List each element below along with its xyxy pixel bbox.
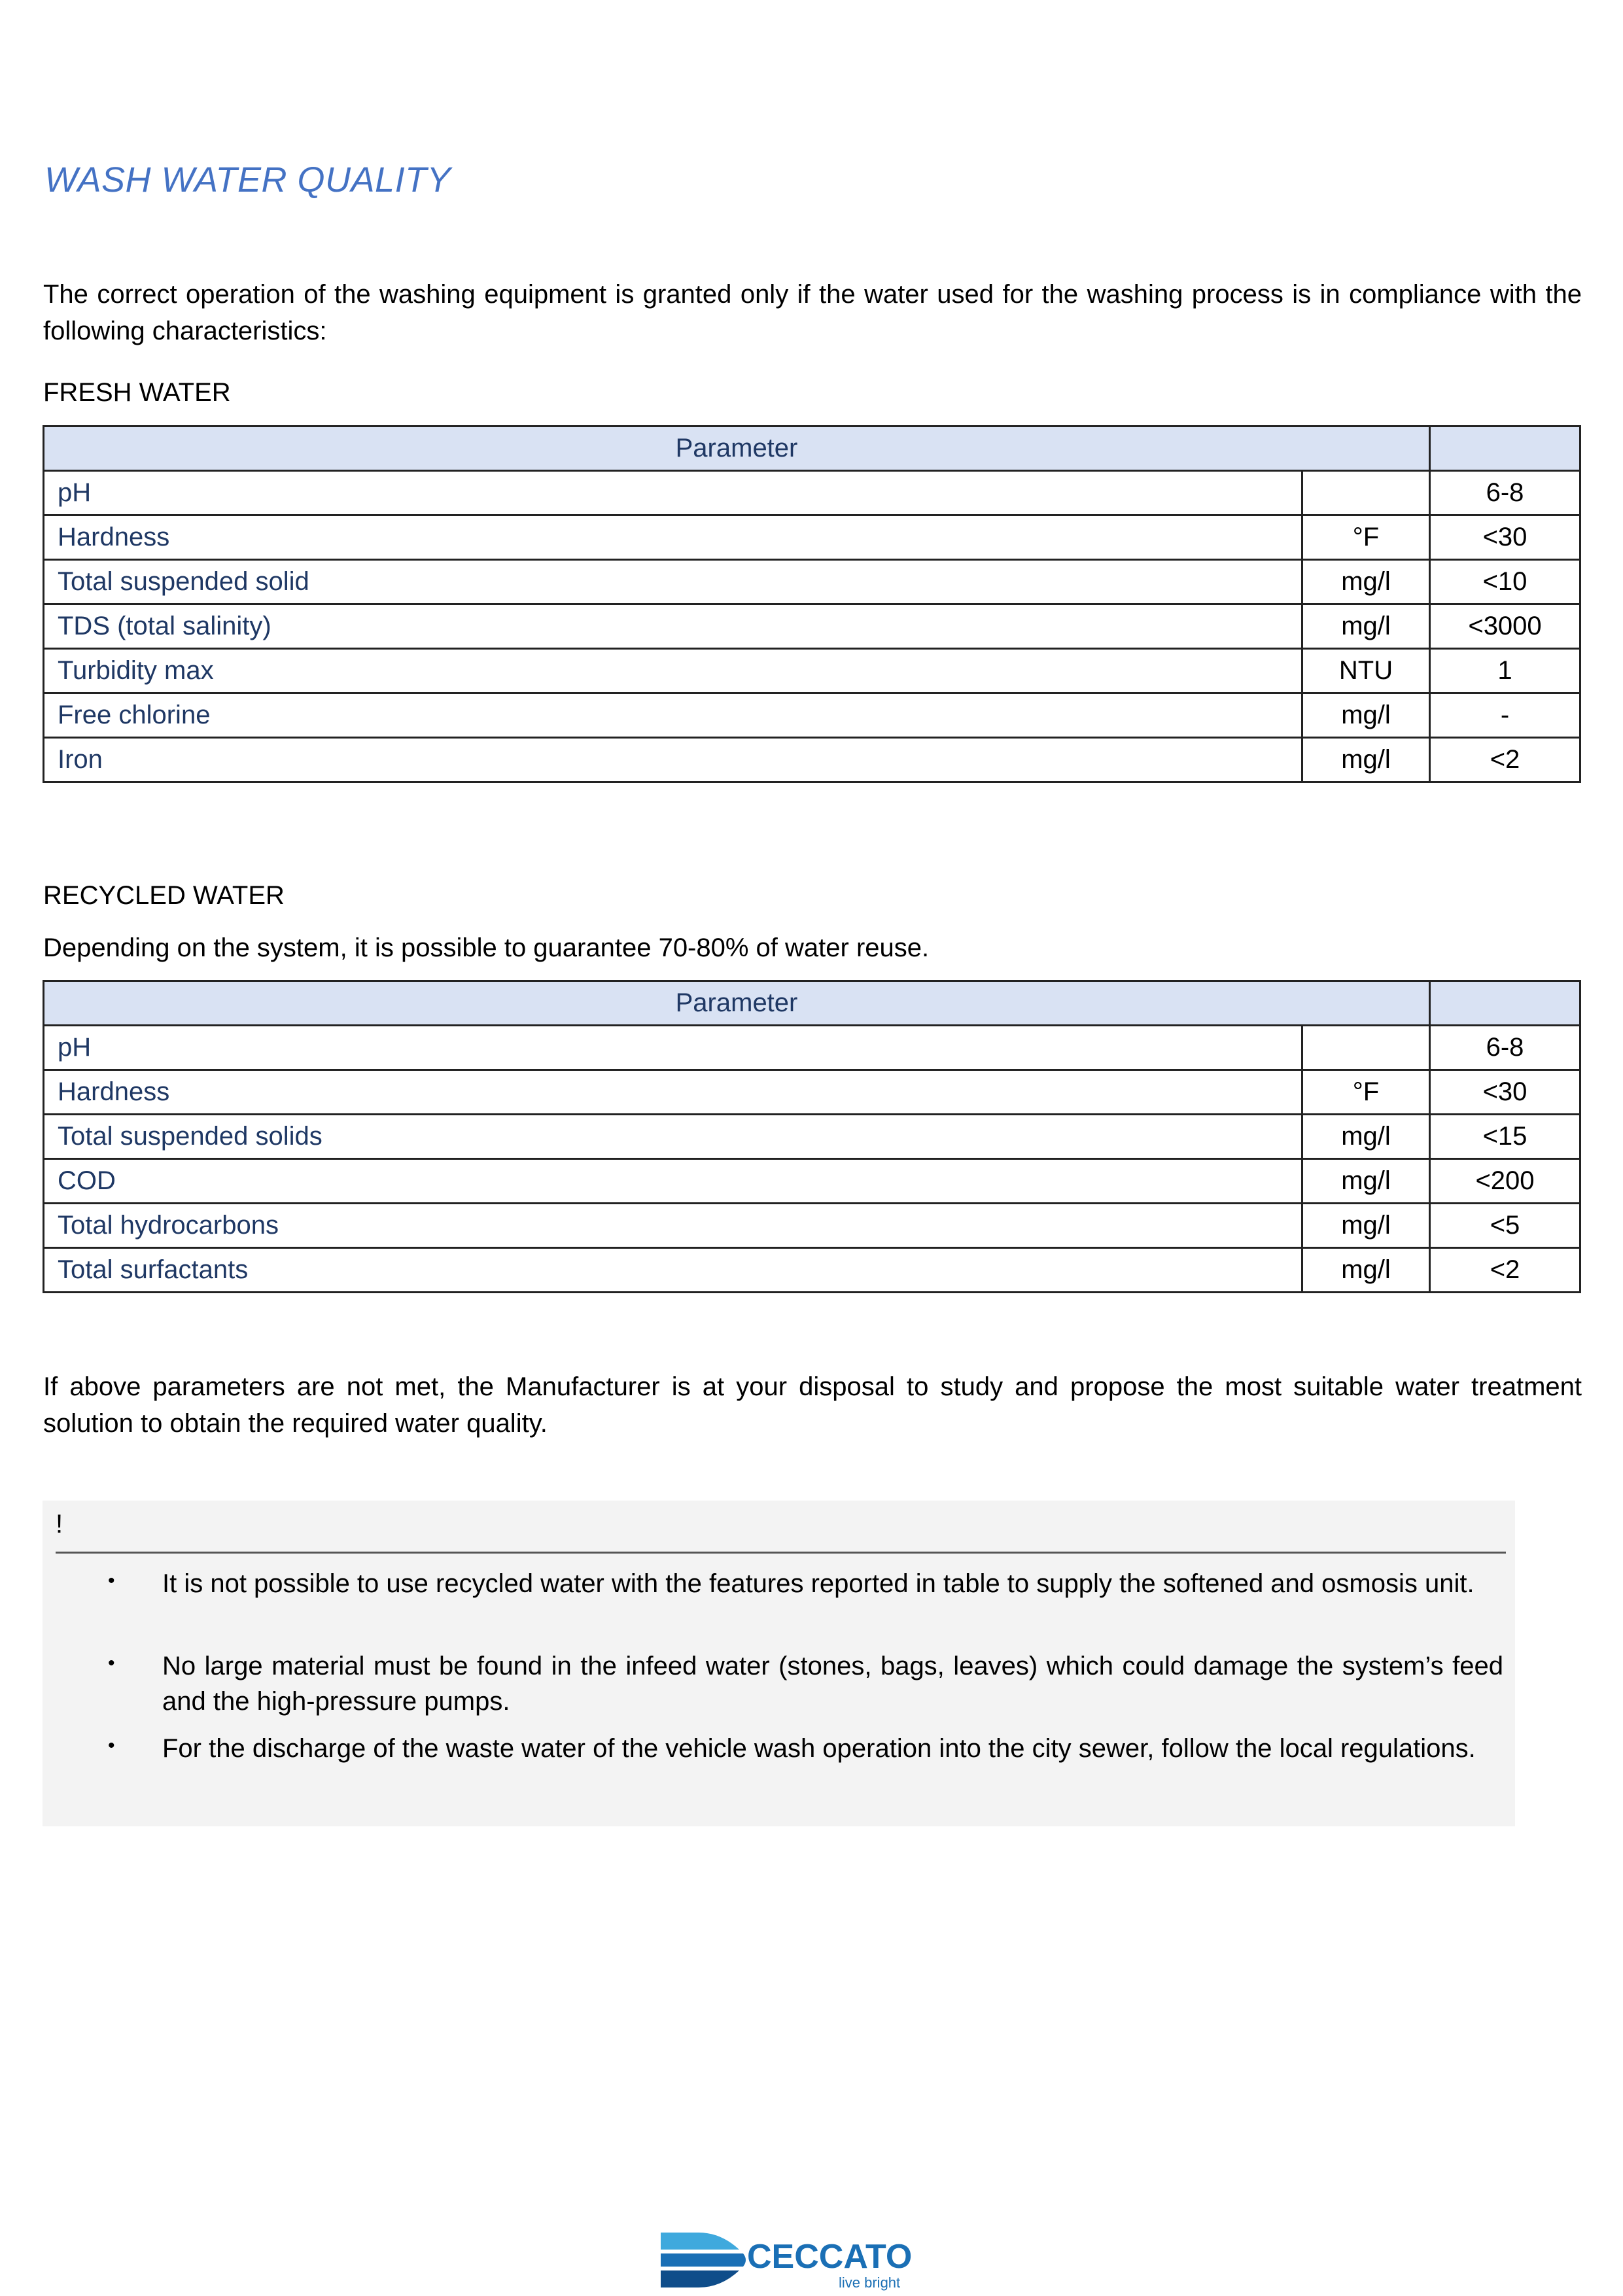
- unit-cell: mg/l: [1302, 738, 1430, 782]
- parameter-name-cell: pH: [44, 1026, 1302, 1070]
- table-row: [44, 471, 1580, 515]
- table-row: [44, 1159, 1580, 1204]
- table-header-row: [44, 981, 1580, 1026]
- table-row: [44, 604, 1580, 649]
- value-cell: <15: [1430, 1115, 1580, 1159]
- table-row: [44, 1026, 1580, 1070]
- ceccato-logo: [661, 2227, 916, 2293]
- value-cell: <5: [1430, 1204, 1580, 1248]
- note-bullet-1: It is not possible to use recycled water with the features reported in table to supply the softened and osmosis unit.: [162, 1569, 1475, 1598]
- parameter-name-cell: Total suspended solids: [44, 1115, 1302, 1159]
- value-header: [1430, 426, 1580, 471]
- value-cell: -: [1430, 693, 1580, 738]
- table-row: [44, 1070, 1580, 1115]
- parameter-name-cell: pH: [44, 471, 1302, 515]
- parameter-name-cell: Total surfactants: [44, 1248, 1302, 1293]
- value-cell: <2: [1430, 1248, 1580, 1293]
- logo-tagline: live bright: [839, 2274, 901, 2291]
- ceccato-logo-mark: [661, 2227, 916, 2293]
- value-cell: 6-8: [1430, 471, 1580, 515]
- parameter-name-cell: Iron: [44, 738, 1302, 782]
- value-cell: <2: [1430, 738, 1580, 782]
- value-cell: <30: [1430, 1070, 1580, 1115]
- parameter-header: Parameter: [44, 981, 1430, 1026]
- table-row: [44, 1248, 1580, 1293]
- logo-name: CECCATO: [747, 2238, 913, 2276]
- note-bullet-2: No large material must be found in the infeed water (stones, bags, leaves) which could damage the system’s feed and the high-pressure pumps.: [162, 1652, 1503, 1716]
- parameter-name-cell: Hardness: [44, 1070, 1302, 1115]
- parameter-name-cell: Total hydrocarbons: [44, 1204, 1302, 1248]
- parameter-name-cell: Turbidity max: [44, 649, 1302, 693]
- recycled-intro: Depending on the system, it is possible to guarantee 70-80% of water reuse.: [43, 933, 930, 962]
- table-row: [44, 515, 1580, 560]
- bullet-icon: •: [108, 1735, 115, 1756]
- table-header-row: [44, 426, 1580, 471]
- table-row: [44, 560, 1580, 604]
- unit-cell: °F: [1302, 1070, 1430, 1115]
- unit-cell: NTU: [1302, 649, 1430, 693]
- unit-cell: mg/l: [1302, 1248, 1430, 1293]
- parameter-name-cell: COD: [44, 1159, 1302, 1204]
- bullet-icon: •: [108, 1652, 115, 1674]
- value-cell: <3000: [1430, 604, 1580, 649]
- bullet-icon: •: [108, 1570, 115, 1592]
- table-row: [44, 1115, 1580, 1159]
- table-row: [44, 738, 1580, 782]
- unit-cell: mg/l: [1302, 604, 1430, 649]
- value-cell: <10: [1430, 560, 1580, 604]
- fresh-water-label: FRESH WATER: [43, 378, 231, 407]
- recycled-water-label: RECYCLED WATER: [43, 881, 285, 910]
- unit-cell: mg/l: [1302, 693, 1430, 738]
- table-row: [44, 1204, 1580, 1248]
- table-row: [44, 693, 1580, 738]
- unit-cell: [1302, 471, 1430, 515]
- value-cell: <30: [1430, 515, 1580, 560]
- page-title: WASH WATER QUALITY: [44, 160, 451, 200]
- closing-paragraph: If above parameters are not met, the Manufacturer is at your disposal to study and propose the most suitable water treatment solution to obtain the required water quality.: [43, 1372, 1582, 1438]
- recycled-water-table: [43, 980, 1581, 1293]
- parameter-name-cell: Free chlorine: [44, 693, 1302, 738]
- note-bullet-3: For the discharge of the waste water of the vehicle wash operation into the city sewer, follow the local regulations.: [162, 1734, 1476, 1763]
- unit-cell: mg/l: [1302, 1115, 1430, 1159]
- parameter-name-cell: Hardness: [44, 515, 1302, 560]
- value-cell: <200: [1430, 1159, 1580, 1204]
- unit-cell: mg/l: [1302, 560, 1430, 604]
- fresh-water-table: [43, 425, 1581, 783]
- note-divider: [56, 1552, 1506, 1554]
- note-heading: !: [56, 1510, 63, 1539]
- value-cell: 1: [1430, 649, 1580, 693]
- unit-cell: °F: [1302, 515, 1430, 560]
- intro-paragraph: The correct operation of the washing equipment is granted only if the water used for the washing process is in compliance with the following characteristics:: [43, 280, 1582, 345]
- parameter-name-cell: TDS (total salinity): [44, 604, 1302, 649]
- unit-cell: mg/l: [1302, 1204, 1430, 1248]
- value-cell: 6-8: [1430, 1026, 1580, 1070]
- value-header: [1430, 981, 1580, 1026]
- table-row: [44, 649, 1580, 693]
- parameter-name-cell: Total suspended solid: [44, 560, 1302, 604]
- unit-cell: [1302, 1026, 1430, 1070]
- parameter-header: Parameter: [44, 426, 1430, 471]
- unit-cell: mg/l: [1302, 1159, 1430, 1204]
